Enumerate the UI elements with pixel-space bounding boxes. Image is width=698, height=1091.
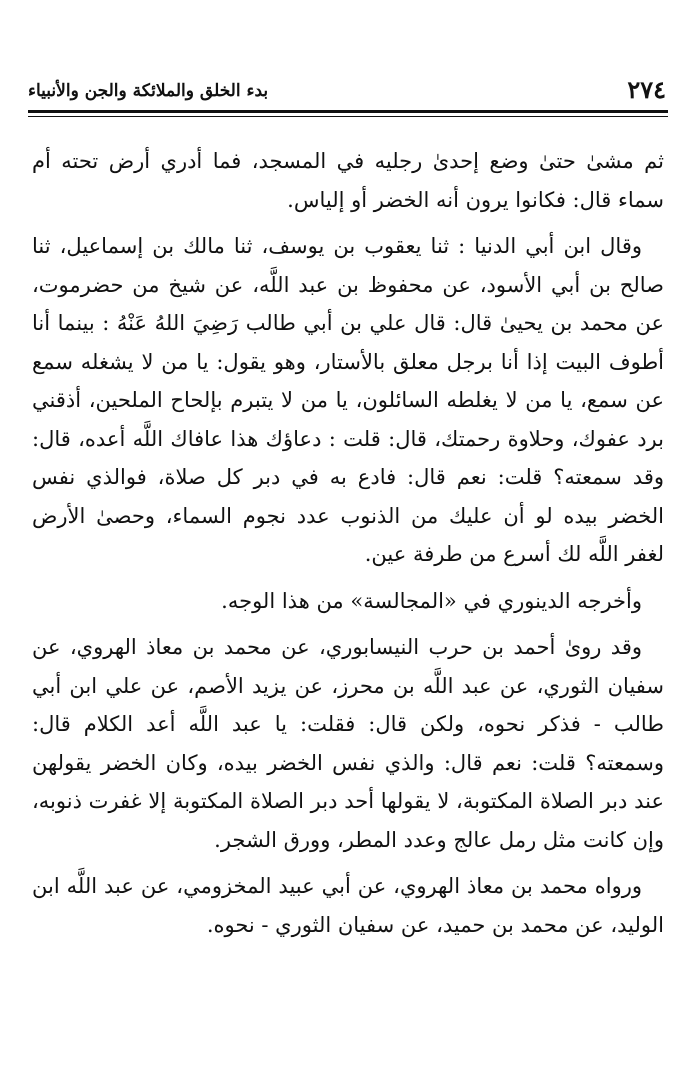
paragraph: وقد روىٰ أحمد بن حرب النيسابوري، عن محمد بن معاذ الهروي، عن سفيان الثوري، عن عبد اللَّه بن محرز، عن يزيد الأصم، عن علي ابن أبي طالب - فذكر نحوه، ولكن قال: فقلت: يا عبد اللَّه أعد الكلام قال: وسمعته؟ قلت: نعم قال: والذي نفس الخضر بيده، وكان الخضر يقولهن عند دبر الصلاة المكتوبة، لا يقولها أحد دبر الصلاة المكتوبة إلا غفرت ذنوبه، وإن كانت مثل رمل عالج وعدد المطر، وورق الشجر.: [32, 635, 664, 852]
running-title: بدء الخلق والملائكة والجن والأنبياء: [28, 81, 269, 101]
paragraph: ثم مشىٰ حتىٰ وضع إحدىٰ رجليه في المسجد، فما أدري أرض تحته أم سماء قال: فكانوا يرون أنه الخضر أو إلياس.: [32, 149, 664, 212]
paragraph: وقال ابن أبي الدنيا : ثنا يعقوب بن يوسف، ثنا مالك بن إسماعيل، ثنا صالح بن أبي الأسود، عن محفوظ بن عبد اللَّه، عن شيخ من حضرموت، عن محمد بن يحيىٰ قال: قال علي بن أبي طالب رَضِيَ اللهُ عَنْهُ : بينما أنا أطوف البيت إذا أنا برجل معلق بالأستار، وهو يقول: يا من لا يشغله سمع عن سمع، يا من لا يغلطه السائلون، يا من لا يتبرم بإلحاح الملحين، أذقني برد عفوك، وحلاوة رحمتك، قال: قلت : دعاؤك هذا عافاك اللَّه أعده، قال: وقد سمعته؟ قلت: نعم قال: فادع به في دبر كل صلاة، فوالذي نفس الخضر بيده لو أن عليك من الذنوب عدد نجوم السماء، وحصىٰ الأرض لغفر اللَّه لك أسرع من طرفة عين.: [32, 234, 665, 566]
header-rule-thin: [28, 116, 668, 117]
page-number: ٢٧٤: [627, 75, 666, 104]
paragraph: وأخرجه الدينوري في «المجالسة» من هذا الوجه.: [221, 588, 642, 613]
running-header: [28, 76, 668, 106]
header-rule-thick: [28, 110, 668, 113]
body-text: [32, 142, 664, 944]
paragraph: ورواه محمد بن معاذ الهروي، عن أبي عبيد المخزومي، عن عبد اللَّه ابن الوليد، عن محمد بن حميد، عن سفيان الثوري - نحوه.: [32, 874, 664, 937]
